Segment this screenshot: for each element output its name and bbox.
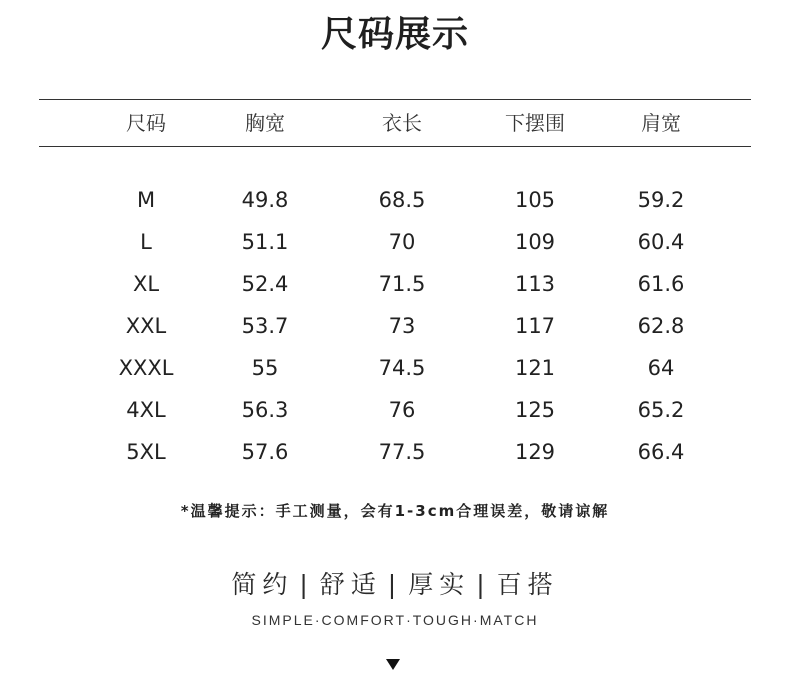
hem-cell: 109 xyxy=(514,230,556,254)
shoulder-cell: 64 xyxy=(647,356,675,380)
chest-cell: 53.7 xyxy=(241,314,289,338)
length-cell: 73 xyxy=(388,314,416,338)
table-row xyxy=(0,185,790,215)
size-cell: XXL xyxy=(125,314,167,338)
header-size: 尺码 xyxy=(126,111,166,135)
size-cell: XXXL xyxy=(118,356,174,380)
header-chest-width: 胸宽 xyxy=(245,111,285,135)
table-row xyxy=(0,395,790,425)
page-title: 尺码展示 xyxy=(320,14,469,55)
hem-cell: 129 xyxy=(514,440,556,464)
length-cell: 68.5 xyxy=(378,188,426,212)
feature-tagline xyxy=(0,565,790,601)
feature-tagline-english: SIMPLE·COMFORT·TOUGH·MATCH xyxy=(251,612,539,628)
length-cell: 74.5 xyxy=(378,356,426,380)
table-row xyxy=(0,269,790,299)
length-cell: 76 xyxy=(388,398,416,422)
hem-cell: 125 xyxy=(514,398,556,422)
tagline-separator: | xyxy=(476,570,491,599)
shoulder-cell: 62.8 xyxy=(637,314,685,338)
length-cell: 71.5 xyxy=(378,272,426,296)
table-row xyxy=(0,227,790,257)
tagline-item: 舒适 xyxy=(319,570,382,599)
tagline-item: 简约 xyxy=(231,570,294,599)
size-cell: XL xyxy=(132,272,160,296)
table-header-row xyxy=(0,108,790,138)
table-top-rule xyxy=(39,99,751,100)
shoulder-cell: 61.6 xyxy=(637,272,685,296)
tagline-item: 厚实 xyxy=(408,570,471,599)
chest-cell: 52.4 xyxy=(241,272,289,296)
table-header-rule xyxy=(39,146,751,147)
table-row xyxy=(0,353,790,383)
chest-cell: 51.1 xyxy=(241,230,289,254)
hem-cell: 113 xyxy=(514,272,556,296)
shoulder-cell: 65.2 xyxy=(637,398,685,422)
chest-cell: 55 xyxy=(251,356,279,380)
length-cell: 77.5 xyxy=(378,440,426,464)
header-hem: 下摆围 xyxy=(505,111,565,135)
table-row xyxy=(0,437,790,467)
shoulder-cell: 66.4 xyxy=(637,440,685,464)
size-cell: M xyxy=(136,188,156,212)
chest-cell: 49.8 xyxy=(241,188,289,212)
chest-cell: 57.6 xyxy=(241,440,289,464)
header-shoulder-width: 肩宽 xyxy=(641,111,681,135)
hem-cell: 121 xyxy=(514,356,556,380)
shoulder-cell: 59.2 xyxy=(637,188,685,212)
tagline-item: 百搭 xyxy=(496,570,559,599)
hem-cell: 105 xyxy=(514,188,556,212)
shoulder-cell: 60.4 xyxy=(637,230,685,254)
table-row xyxy=(0,311,790,341)
hem-cell: 117 xyxy=(514,314,556,338)
tagline-separator: | xyxy=(299,570,314,599)
chest-cell: 56.3 xyxy=(241,398,289,422)
size-cell: 5XL xyxy=(126,440,166,464)
down-triangle-icon xyxy=(386,659,400,670)
size-cell: L xyxy=(140,230,152,254)
tagline-separator: | xyxy=(387,570,403,599)
measurement-note: *温馨提示：手工测量，会有1-3cm合理误差，敬请谅解 xyxy=(180,502,610,520)
header-length: 衣长 xyxy=(382,111,422,135)
size-cell: 4XL xyxy=(126,398,166,422)
length-cell: 70 xyxy=(388,230,416,254)
